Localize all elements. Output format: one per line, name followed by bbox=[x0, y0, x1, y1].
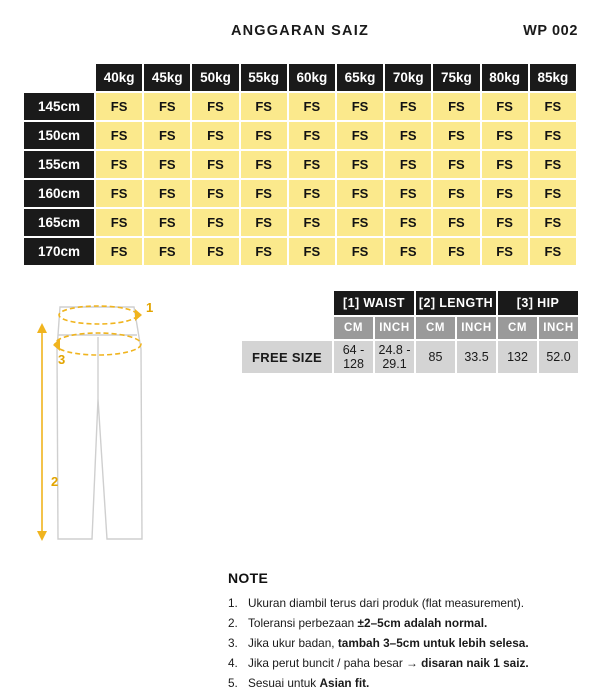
note-list bbox=[228, 593, 578, 693]
fit-cell: FS bbox=[240, 208, 288, 237]
size-grid-corner bbox=[23, 63, 95, 92]
weight-header-40: 40kg bbox=[95, 63, 143, 92]
fit-cell: FS bbox=[336, 179, 384, 208]
height-header-145: 145cm bbox=[23, 92, 95, 121]
fit-cell: FS bbox=[191, 121, 239, 150]
weight-header-80: 80kg bbox=[481, 63, 529, 92]
fit-cell: FS bbox=[240, 92, 288, 121]
fit-cell: FS bbox=[481, 150, 529, 179]
pants-diagram bbox=[22, 289, 234, 554]
fit-cell: FS bbox=[95, 179, 143, 208]
fit-cell: FS bbox=[288, 208, 336, 237]
marker-2-label: 2 bbox=[51, 474, 59, 489]
note-text: Sesuai untuk Asian fit. bbox=[248, 676, 370, 690]
height-header-150: 150cm bbox=[23, 121, 95, 150]
unit-waist-cm: CM bbox=[333, 316, 374, 340]
fit-cell: FS bbox=[191, 150, 239, 179]
fit-cell: FS bbox=[288, 150, 336, 179]
fit-cell: FS bbox=[336, 121, 384, 150]
fit-cell: FS bbox=[384, 121, 432, 150]
fit-cell: FS bbox=[529, 150, 577, 179]
fit-cell: FS bbox=[481, 121, 529, 150]
weight-header-85: 85kg bbox=[529, 63, 577, 92]
value-waist-cm: 64 - 128 bbox=[333, 340, 374, 374]
value-length-inch: 33.5 bbox=[456, 340, 497, 374]
unit-waist-inch: INCH bbox=[374, 316, 415, 340]
measurement-corner bbox=[241, 290, 333, 316]
fit-cell: FS bbox=[336, 150, 384, 179]
fit-cell: FS bbox=[384, 237, 432, 266]
measurement-table bbox=[240, 289, 580, 375]
note-title: NOTE bbox=[228, 570, 269, 586]
fit-cell: FS bbox=[336, 92, 384, 121]
group-length-label: [2] LENGTH bbox=[415, 290, 497, 316]
measurement-values-row bbox=[241, 340, 579, 374]
fit-cell: FS bbox=[529, 121, 577, 150]
value-waist-inch: 24.8 - 29.1 bbox=[374, 340, 415, 374]
fit-cell: FS bbox=[384, 92, 432, 121]
fit-cell: FS bbox=[336, 237, 384, 266]
weight-header-70: 70kg bbox=[384, 63, 432, 92]
table-row bbox=[23, 121, 577, 150]
note-text: Jika ukur badan, tambah 3–5cm untuk lebih selesa. bbox=[248, 636, 529, 650]
fit-cell: FS bbox=[384, 150, 432, 179]
lower-section bbox=[0, 267, 600, 554]
note-number: 4. bbox=[228, 656, 238, 670]
fit-cell: FS bbox=[143, 208, 191, 237]
list-item bbox=[228, 653, 578, 673]
height-header-165: 165cm bbox=[23, 208, 95, 237]
length-arrow-up-icon bbox=[37, 323, 47, 333]
fit-cell: FS bbox=[191, 92, 239, 121]
table-row bbox=[23, 179, 577, 208]
marker-3-label: 3 bbox=[58, 352, 66, 367]
fit-cell: FS bbox=[191, 237, 239, 266]
pants-illustration-svg bbox=[22, 289, 234, 554]
fit-cell: FS bbox=[481, 92, 529, 121]
fit-cell: FS bbox=[95, 92, 143, 121]
fit-cell: FS bbox=[384, 208, 432, 237]
measurement-unit-row bbox=[241, 316, 579, 340]
fit-cell: FS bbox=[240, 237, 288, 266]
fit-cell: FS bbox=[529, 92, 577, 121]
list-item bbox=[228, 673, 578, 693]
value-hip-cm: 132 bbox=[497, 340, 538, 374]
marker-1-label: 1 bbox=[146, 300, 154, 315]
weight-header-65: 65kg bbox=[336, 63, 384, 92]
fit-cell: FS bbox=[432, 237, 480, 266]
note-number: 1. bbox=[228, 596, 238, 610]
group-hip-label: [3] HIP bbox=[497, 290, 579, 316]
free-size-label: FREE SIZE bbox=[241, 340, 333, 374]
list-item bbox=[228, 613, 578, 633]
note-section bbox=[0, 554, 600, 693]
fit-cell: FS bbox=[432, 208, 480, 237]
fit-cell: FS bbox=[288, 121, 336, 150]
list-item bbox=[228, 633, 578, 653]
size-grid-wrapper bbox=[0, 62, 600, 267]
fit-cell: FS bbox=[288, 237, 336, 266]
fit-cell: FS bbox=[529, 208, 577, 237]
length-arrow-down-icon bbox=[37, 531, 47, 541]
value-length-cm: 85 bbox=[415, 340, 456, 374]
fit-cell: FS bbox=[432, 92, 480, 121]
fit-cell: FS bbox=[336, 208, 384, 237]
table-row bbox=[23, 150, 577, 179]
waist-arrow-icon bbox=[135, 309, 142, 321]
fit-cell: FS bbox=[143, 237, 191, 266]
height-header-170: 170cm bbox=[23, 237, 95, 266]
weight-header-45: 45kg bbox=[143, 63, 191, 92]
size-grid-header-row bbox=[23, 63, 577, 92]
weight-header-55: 55kg bbox=[240, 63, 288, 92]
fit-cell: FS bbox=[143, 121, 191, 150]
fit-cell: FS bbox=[191, 179, 239, 208]
measurement-section bbox=[234, 289, 580, 554]
table-row bbox=[23, 208, 577, 237]
height-header-155: 155cm bbox=[23, 150, 95, 179]
fit-cell: FS bbox=[529, 237, 577, 266]
measurement-group-row bbox=[241, 290, 579, 316]
unit-length-inch: INCH bbox=[456, 316, 497, 340]
size-grid-table bbox=[22, 62, 578, 267]
fit-cell: FS bbox=[288, 92, 336, 121]
product-code: WP 002 bbox=[523, 23, 578, 39]
fit-cell: FS bbox=[288, 179, 336, 208]
note-text: Toleransi perbezaan ±2–5cm adalah normal. bbox=[248, 616, 488, 630]
unit-length-cm: CM bbox=[415, 316, 456, 340]
note-number: 2. bbox=[228, 616, 238, 630]
fit-cell: FS bbox=[240, 179, 288, 208]
weight-header-50: 50kg bbox=[191, 63, 239, 92]
fit-cell: FS bbox=[481, 208, 529, 237]
waist-measure-line bbox=[59, 306, 137, 324]
fit-cell: FS bbox=[240, 121, 288, 150]
fit-cell: FS bbox=[95, 150, 143, 179]
unit-hip-inch: INCH bbox=[538, 316, 579, 340]
fit-cell: FS bbox=[432, 179, 480, 208]
table-row bbox=[23, 237, 577, 266]
page-title: ANGGARAN SAIZ bbox=[230, 23, 370, 39]
note-number: 5. bbox=[228, 676, 238, 690]
fit-cell: FS bbox=[432, 121, 480, 150]
value-hip-inch: 52.0 bbox=[538, 340, 579, 374]
fit-cell: FS bbox=[143, 179, 191, 208]
page-header bbox=[0, 0, 600, 62]
fit-cell: FS bbox=[191, 208, 239, 237]
fit-cell: FS bbox=[240, 150, 288, 179]
fit-cell: FS bbox=[143, 92, 191, 121]
pants-outline bbox=[57, 307, 142, 539]
list-item bbox=[228, 593, 578, 613]
table-row bbox=[23, 92, 577, 121]
fit-cell: FS bbox=[529, 179, 577, 208]
fit-cell: FS bbox=[432, 150, 480, 179]
weight-header-60: 60kg bbox=[288, 63, 336, 92]
fit-cell: FS bbox=[481, 179, 529, 208]
fit-cell: FS bbox=[95, 237, 143, 266]
note-text: Jika perut buncit / paha besar → disaran naik 1 saiz. bbox=[248, 656, 529, 670]
fit-cell: FS bbox=[95, 208, 143, 237]
unit-hip-cm: CM bbox=[497, 316, 538, 340]
fit-cell: FS bbox=[143, 150, 191, 179]
note-number: 3. bbox=[228, 636, 238, 650]
fit-cell: FS bbox=[95, 121, 143, 150]
weight-header-75: 75kg bbox=[432, 63, 480, 92]
height-header-160: 160cm bbox=[23, 179, 95, 208]
fit-cell: FS bbox=[481, 237, 529, 266]
group-waist-label: [1] WAIST bbox=[333, 290, 415, 316]
fit-cell: FS bbox=[384, 179, 432, 208]
measurement-corner-2 bbox=[241, 316, 333, 340]
note-text: Ukuran diambil terus dari produk (flat measurement). bbox=[248, 596, 525, 610]
